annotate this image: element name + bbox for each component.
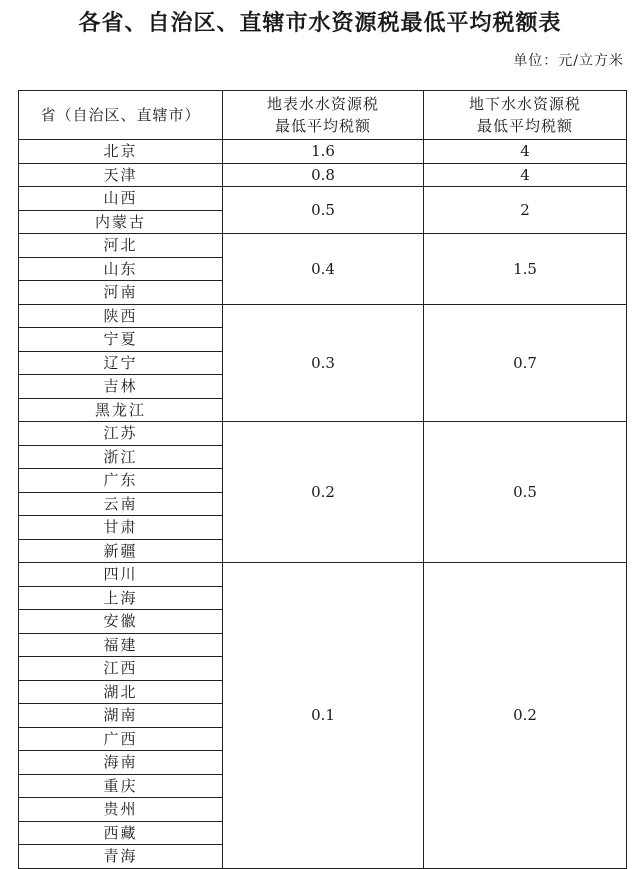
province-cell: 天津	[19, 163, 223, 187]
province-cell: 北京	[19, 140, 223, 164]
province-cell: 河南	[19, 281, 223, 305]
surface-water-rate-cell: 0.3	[223, 304, 424, 422]
surface-water-rate-cell: 0.1	[223, 563, 424, 869]
tax-rate-table	[18, 90, 627, 869]
surface-water-rate-cell: 0.2	[223, 422, 424, 563]
ground-water-rate-cell: 0.7	[424, 304, 627, 422]
header-surface-line2: 最低平均税额	[274, 117, 371, 135]
province-cell: 宁夏	[19, 328, 223, 352]
province-cell: 安徽	[19, 610, 223, 634]
table-row	[19, 187, 627, 211]
unit-label: 单位：元/立方米	[513, 53, 624, 69]
ground-water-rate-cell: 4	[424, 163, 627, 187]
ground-water-rate-cell: 4	[424, 140, 627, 164]
province-cell: 广西	[19, 727, 223, 751]
province-cell: 甘肃	[19, 516, 223, 540]
province-cell: 浙江	[19, 445, 223, 469]
table-header-row	[19, 91, 627, 140]
header-surface-line1: 地表水水资源税	[266, 95, 379, 113]
ground-water-rate-cell: 1.5	[424, 234, 627, 305]
province-cell: 山西	[19, 187, 223, 211]
province-cell: 海南	[19, 751, 223, 775]
province-cell: 山东	[19, 257, 223, 281]
province-cell: 湖北	[19, 680, 223, 704]
ground-water-rate-cell: 2	[424, 187, 627, 234]
province-cell: 江西	[19, 657, 223, 681]
province-cell: 重庆	[19, 774, 223, 798]
province-cell: 福建	[19, 633, 223, 657]
table-row	[19, 563, 627, 587]
province-cell: 吉林	[19, 375, 223, 399]
province-cell: 内蒙古	[19, 210, 223, 234]
province-cell: 陕西	[19, 304, 223, 328]
province-cell: 新疆	[19, 539, 223, 563]
province-cell: 辽宁	[19, 351, 223, 375]
province-cell: 青海	[19, 845, 223, 869]
header-province: 省（自治区、直辖市）	[19, 91, 223, 140]
table-row	[19, 163, 627, 187]
province-cell: 西藏	[19, 821, 223, 845]
province-cell: 四川	[19, 563, 223, 587]
province-cell: 云南	[19, 492, 223, 516]
province-cell: 黑龙江	[19, 398, 223, 422]
province-cell: 江苏	[19, 422, 223, 446]
surface-water-rate-cell: 0.5	[223, 187, 424, 234]
ground-water-rate-cell: 0.5	[424, 422, 627, 563]
surface-water-rate-cell: 0.4	[223, 234, 424, 305]
province-cell: 广东	[19, 469, 223, 493]
table-row	[19, 422, 627, 446]
province-cell: 上海	[19, 586, 223, 610]
table-row	[19, 140, 627, 164]
surface-water-rate-cell: 1.6	[223, 140, 424, 164]
ground-water-rate-cell: 0.2	[424, 563, 627, 869]
table-row	[19, 304, 627, 328]
header-surface-water	[223, 91, 424, 140]
header-ground-line2: 最低平均税额	[476, 117, 573, 135]
surface-water-rate-cell: 0.8	[223, 163, 424, 187]
header-ground-water	[424, 91, 627, 140]
province-cell: 湖南	[19, 704, 223, 728]
province-cell: 河北	[19, 234, 223, 258]
header-ground-line1: 地下水水资源税	[468, 95, 581, 113]
table-row	[19, 234, 627, 258]
page-title: 各省、自治区、直辖市水资源税最低平均税额表	[78, 10, 562, 36]
province-cell: 贵州	[19, 798, 223, 822]
